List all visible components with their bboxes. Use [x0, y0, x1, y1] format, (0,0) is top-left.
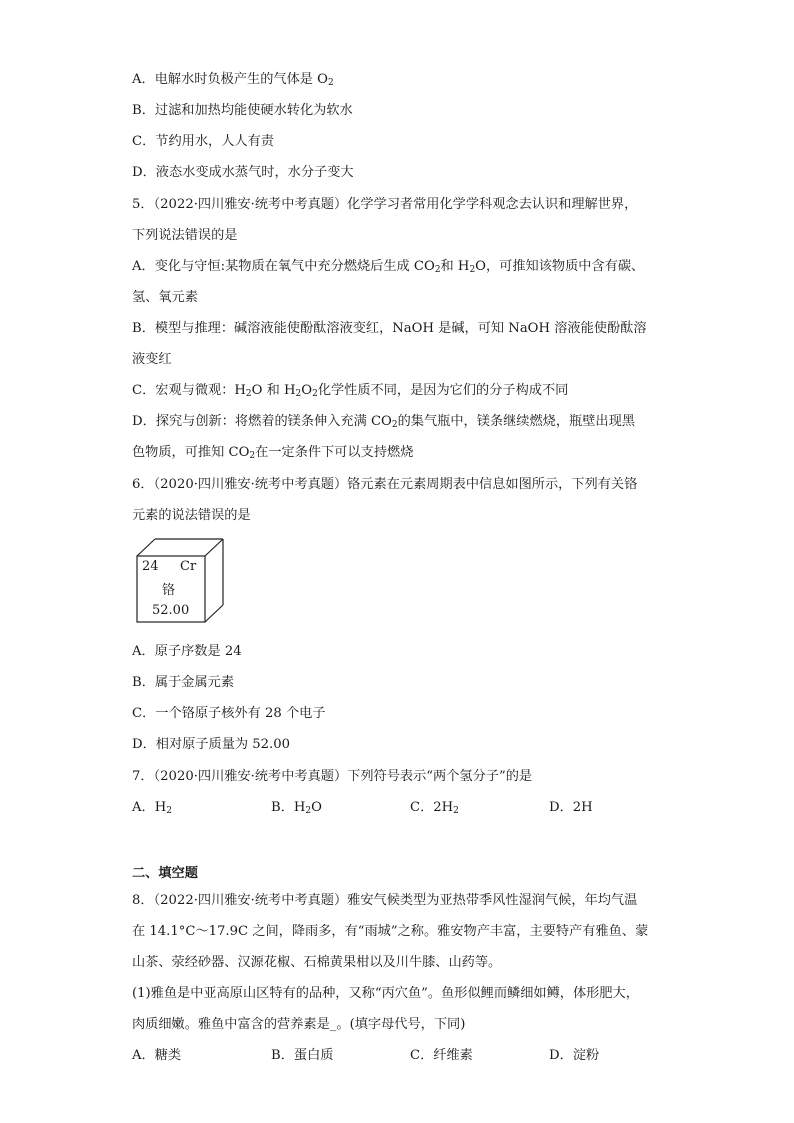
- q6-option-b: B．属于金属元素: [132, 675, 235, 690]
- q8-stem-line1: 8．（2022·四川雅安·统考中考真题）雅安气候类型为亚热带季风性湿润气候，年均气温: [132, 893, 638, 908]
- q7-option-d: D．2H: [549, 800, 593, 815]
- q5-option-c: C．宏观与微观：$H_2O$ 和 $H_2O_2$化学性质不同，是因为它们的分子构成不同: [132, 383, 569, 399]
- element-cell-figure: [136, 538, 226, 624]
- q8-option-c: C．纤维素: [410, 1048, 473, 1063]
- q6-stem-line2: 元素的说法错误的是: [132, 508, 251, 523]
- q8-sub1-line2: 肉质细嫩。雅鱼中富含的营养素是_。(填字母代号，下同): [132, 1017, 466, 1032]
- q4-option-c: C．节约用水，人人有责: [132, 134, 274, 149]
- element-atomic-mass: 52.00: [152, 603, 190, 618]
- q5-option-d-line1: D．探究与创新：将燃着的镁条伸入充满 $CO_2$的集气瓶中，镁条继续燃烧，瓶壁出现黑: [132, 414, 635, 430]
- q5-stem-line2: 下列说法错误的是: [132, 228, 238, 243]
- q8-stem-line3: 山茶、荥经砂器、汉源花椒、石棉黄果柑以及川牛膝、山药等。: [132, 955, 502, 970]
- q7-option-a: A．$H_2$: [132, 800, 172, 816]
- q8-stem-line2: 在 14.1°C～17.9C 之间，降雨多，有“雨城”之称。雅安物产丰富，主要特产有雅鱼、蒙: [132, 924, 649, 939]
- q6-option-d: D．相对原子质量为 52.00: [132, 737, 291, 752]
- q7-option-c: C．$2H_2$: [410, 800, 459, 816]
- q8-option-d: D．淀粉: [549, 1048, 600, 1063]
- q6-option-c: C．一个铬原子核外有 28 个电子: [132, 706, 326, 721]
- q5-option-a-line1: A．变化与守恒:某物质在氧气中充分燃烧后生成 $CO_2$和 $H_2O$，可推知该物质中含有碳、: [132, 259, 645, 275]
- q7-option-b: B．$H_2O$: [271, 800, 322, 816]
- q4-option-a: A．电解水时负极产生的气体是 $O_2$: [132, 72, 334, 88]
- q4-option-d: D．液态水变成水蒸气时，水分子变大: [132, 165, 354, 180]
- q5-option-b-line2: 液变红: [132, 352, 172, 367]
- section-heading-fill-in: 二、填空题: [132, 866, 198, 881]
- q5-option-a-line2: 氢、氧元素: [132, 290, 198, 305]
- q6-stem-line1: 6．（2020·四川雅安·统考中考真题）铬元素在元素周期表中信息如图所示，下列有关铬: [132, 477, 638, 492]
- q4-option-b: B．过滤和加热均能使硬水转化为软水: [132, 103, 353, 118]
- element-name: 铬: [162, 583, 176, 598]
- element-symbol: Cr: [180, 559, 197, 574]
- q8-option-b: B．蛋白质: [271, 1048, 334, 1063]
- element-atomic-number: 24: [142, 559, 159, 574]
- q8-sub1-line1: (1)雅鱼是中亚高原山区特有的品种，又称“丙穴鱼”。鱼形似鲤而鳞细如鳟，体形肥大，: [132, 986, 639, 1001]
- q5-stem-line1: 5．（2022·四川雅安·统考中考真题）化学学习者常用化学学科观念去认识和理解世界，: [132, 197, 638, 212]
- q8-option-a: A．糖类: [132, 1048, 182, 1063]
- q7-stem: 7．（2020·四川雅安·统考中考真题）下列符号表示“两个氢分子”的是: [132, 769, 533, 784]
- q6-option-a: A．原子序数是 24: [132, 644, 242, 659]
- q5-option-d-line2: 色物质，可推知 $CO_2$在一定条件下可以支持燃烧: [132, 445, 414, 461]
- q5-option-b-line1: B．模型与推理：碱溶液能使酚酞溶液变红，NaOH 是碱，可知 NaOH 溶液能使酚酞溶: [132, 321, 647, 336]
